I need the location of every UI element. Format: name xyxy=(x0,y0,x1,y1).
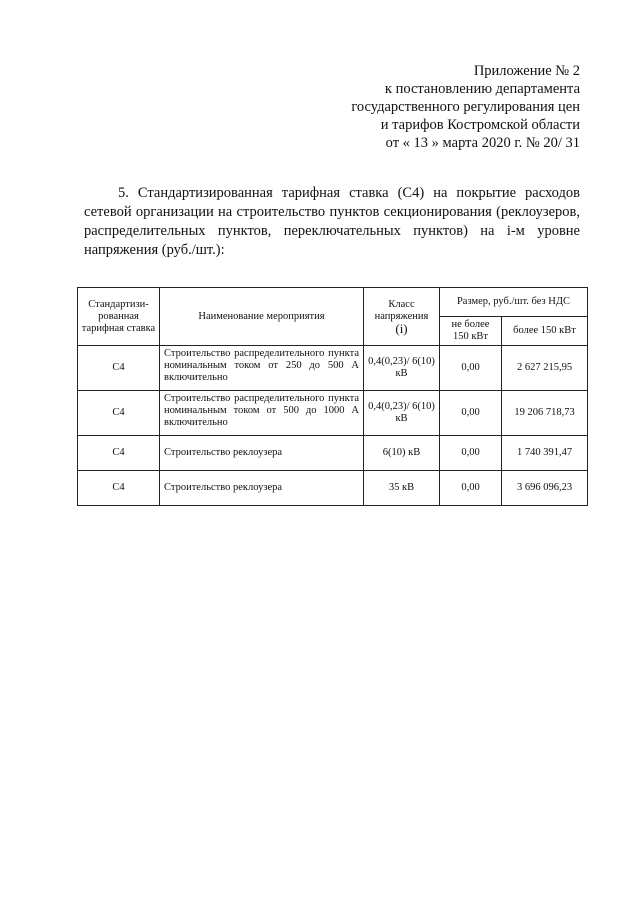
header-voltage-class-letter: (i) xyxy=(395,320,408,336)
intro-paragraph: 5. Стандартизированная тарифная ставка (С4) на покрытие расходов сетевой организации на строительство пунктов секционирования (реклоузеров, распределительных пунктов, переключательных пунктов) на i-м уровне напряжения (руб./шт.): xyxy=(84,185,580,258)
cell-name: Строительство распределительного пункта номинальным током от 250 до 500 А включительно xyxy=(160,346,364,391)
cell-rate: С4 xyxy=(78,346,160,391)
cell-name: Строительство реклоузера xyxy=(160,436,364,471)
cell-le150: 0,00 xyxy=(440,391,502,436)
header-le150: не более 150 кВт xyxy=(440,317,502,346)
appendix-line-3: государственного регулирования цен xyxy=(351,99,580,115)
tariff-table xyxy=(77,287,588,506)
cell-gt150: 2 627 215,95 xyxy=(502,346,588,391)
header-voltage-class xyxy=(364,288,440,346)
table-row xyxy=(78,391,588,436)
header-rate: Стандартизи-рованная тарифная ставка xyxy=(78,288,160,346)
appendix-line-1: Приложение № 2 xyxy=(473,63,580,79)
cell-gt150: 1 740 391,47 xyxy=(502,436,588,471)
appendix-line-4: и тарифов Костромской области xyxy=(380,117,580,133)
cell-le150: 0,00 xyxy=(440,346,502,391)
header-size: Размер, руб./шт. без НДС xyxy=(440,288,588,317)
header-gt150: более 150 кВт xyxy=(502,317,588,346)
appendix-line-5: от « 13 » марта 2020 г. № 20/ 31 xyxy=(385,135,580,151)
cell-name: Строительство распределительного пункта номинальным током от 500 до 1000 А включительно xyxy=(160,391,364,436)
table-header-row xyxy=(78,288,588,317)
cell-rate: С4 xyxy=(78,436,160,471)
header-name: Наименование мероприятия xyxy=(160,288,364,346)
cell-gt150: 3 696 096,23 xyxy=(502,471,588,506)
cell-voltage: 0,4(0,23)/ 6(10) кВ xyxy=(364,346,440,391)
cell-gt150: 19 206 718,73 xyxy=(502,391,588,436)
cell-name: Строительство реклоузера xyxy=(160,471,364,506)
cell-voltage: 35 кВ xyxy=(364,471,440,506)
cell-voltage: 6(10) кВ xyxy=(364,436,440,471)
appendix-header xyxy=(351,62,580,152)
cell-voltage: 0,4(0,23)/ 6(10) кВ xyxy=(364,391,440,436)
cell-le150: 0,00 xyxy=(440,471,502,506)
table-row xyxy=(78,346,588,391)
appendix-line-2: к постановлению департамента xyxy=(384,81,580,97)
header-voltage-class-label: Класс напряжения xyxy=(374,298,429,322)
table-row xyxy=(78,436,588,471)
cell-rate: С4 xyxy=(78,391,160,436)
table-row xyxy=(78,471,588,506)
cell-le150: 0,00 xyxy=(440,436,502,471)
cell-rate: С4 xyxy=(78,471,160,506)
